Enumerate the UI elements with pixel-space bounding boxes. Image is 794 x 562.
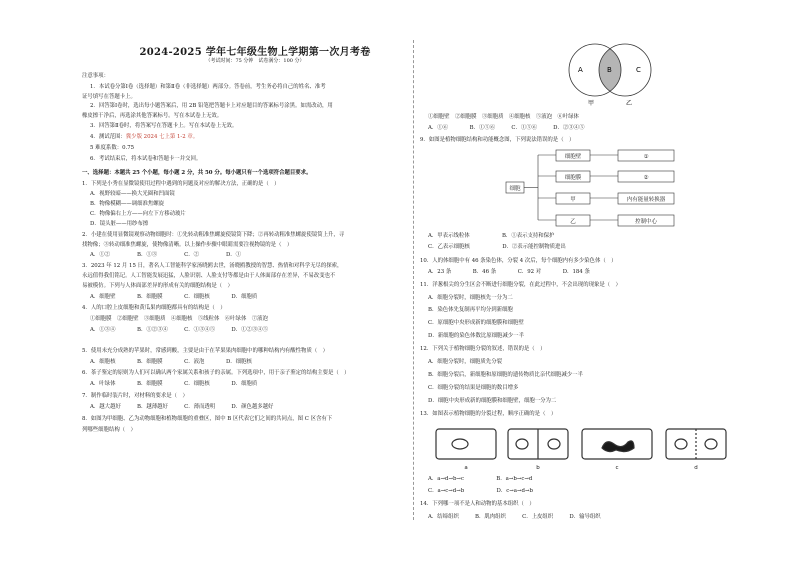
question-line: 10．人的体细胞中有 46 条染色体，分裂 4 次后，每个细胞内有多少染色体（ ） — [420, 258, 617, 264]
note-line: 6．考试结束后，将本试卷和答题卡一并交回。 — [90, 156, 202, 162]
option-line: C．物像偏右上方——向左下方移动玻片 — [90, 211, 186, 217]
section-heading: 一、选择题：本题共 25 个小题，每小题 2 分，共 50 分。每小题只有一个选项符合题目要求。 — [82, 170, 312, 176]
cell-c-nucleus — [602, 441, 634, 452]
question-line: 8．如图为甲细胞、乙为动物细胞和植物细胞的重叠区，图中 B 区代表它们之间的共同点，图 C 区含有下 — [82, 416, 333, 422]
concept-b4: 乙 — [570, 219, 576, 225]
cell-division-figure — [430, 424, 730, 472]
option-line: D．新细胞的染色体数比原细胞减少一半 — [428, 333, 524, 339]
page-subtitle: （考试时间：75 分钟 试卷满分：100 分） — [205, 58, 305, 64]
venn-diagram — [550, 42, 670, 108]
option-line: A．结缔组织 B．肌肉组织 C．上皮组织 D．输导组织 — [428, 514, 601, 520]
option-line: A．a→d→b→c B．a→b→c→d — [428, 476, 533, 482]
note-line — [90, 134, 198, 140]
option-line: A．细胞分裂时，细胞核先一分为二 — [428, 295, 513, 301]
concept-f3: 内有能量转换器 — [626, 197, 666, 203]
option-line: A．23 条 B．46 条 C．92 对 D．184 条 — [428, 269, 590, 275]
option-line: A．视野较暗——换大光圈和凹面镜 — [90, 191, 175, 197]
venn-label-b: B — [607, 66, 612, 74]
option-line: C．乙表示细胞核 D．②表示能控制物质进出 — [428, 244, 566, 250]
column-divider — [413, 40, 414, 520]
concept-f4: 控制中心 — [634, 219, 658, 225]
question-line: 7．制作临时装片时，对材料的要求是（ ） — [82, 393, 188, 399]
option-line: D．细胞中央形成新的细胞膜和细胞壁，细胞一分为二 — [428, 398, 557, 404]
concept-f1: ① — [643, 154, 649, 160]
cell-a — [436, 429, 496, 459]
question-line: 12．下列关于植物细胞分裂的叙述，错误的是（ ） — [420, 346, 546, 352]
page-title: 2024-2025 学年七年级生物上学期第一次月考卷 — [139, 47, 371, 58]
option-line: A．细胞分裂时，细胞质先分裂 — [428, 359, 502, 365]
question-line: 永远值得我们铭记。人工智能发展迅猛，人脸识别、人脸支付等都是由于人体面部存在差异，不易改变也不 — [82, 273, 336, 279]
question-line: 14．下列哪一项不是人和动物的基本组织（ ） — [420, 501, 535, 507]
note-line: 证号填写在答题卡上。 — [82, 94, 136, 100]
option-line: B．细胞分裂后，新细胞和原细胞的遗传物质比亲代细胞减少一半 — [428, 372, 583, 378]
cell-c — [582, 429, 652, 459]
option-line: A．①② B．①③ C．② D．① — [90, 252, 242, 258]
cell-label-c: c — [615, 465, 619, 471]
option-line: C．细胞分裂的结果是细胞的数目增多 — [428, 385, 519, 391]
venn-label-a: A — [578, 66, 583, 74]
option-line: ①细胞壁 ②细胞膜 ③细胞质 ④细胞核 ⑤液泡 ⑥叶绿体 — [428, 114, 579, 120]
option-line: A．越大越好 B．越薄越好 C．薄而透明 D．颜色越多越好 — [90, 404, 274, 410]
range-label: 4．测试范围： — [90, 134, 126, 140]
question-line: 易被模仿。下列与人体面部差异的形成有关的细胞结构是（ ） — [82, 283, 233, 289]
cell-label-b: b — [536, 465, 540, 471]
question-line: 5．使用未充分成熟的苹果时，常感到酸，主要是由于在苹果果肉细胞中的哪种结构内有酸性物质（ ） — [82, 348, 329, 354]
cell-label-d: d — [694, 465, 698, 471]
question-line: 3．2023 年 12 月 15 日，著名人工智能科学家汤晓鸥去世，汤晓鸥教授的智慧、热情和对科学无尽的探索， — [82, 263, 343, 269]
option-line: A．细胞壁 B．细胞膜 C．细胞核 D．细胞质 — [90, 294, 258, 300]
difficulty-line: 5 难度系数：0.75 — [90, 145, 135, 151]
question-line: 11．洋葱根尖的分生区会不断进行细胞分裂，在此过程中，不会出现的现象是（ ） — [420, 282, 621, 288]
cell-label-a: a — [464, 465, 468, 471]
concept-b1: 细胞壁 — [564, 154, 582, 160]
range-red: 冀少版 2024 七上第 1-2 章。 — [125, 134, 199, 140]
cell-d-nucleus-2 — [705, 439, 717, 449]
option-line: A．甲表示线粒体 B．①表示支持和保护 — [428, 233, 555, 239]
note-line: 3．回答第Ⅱ卷时，将答案写在答题卡上。写在本试卷上无效。 — [90, 123, 238, 129]
option-line: C．原细胞中央形成新的细胞膜和细胞壁 — [428, 320, 524, 326]
question-line: 13．如图表示植物细胞的分裂过程，顺序正确的是（ ） — [420, 411, 557, 417]
concept-f2: ② — [643, 175, 649, 181]
question-line: 4．人的口腔上皮细胞和黄瓜果肉细胞都具有的结构是（ ） — [82, 305, 226, 311]
notes-heading: 注意事项： — [82, 73, 109, 79]
venn-label-c: C — [636, 66, 641, 74]
question-line: 1．下列是小秀在显微镜使用过程中遇到的问题及对应的解决方法，正确的是（ ） — [82, 181, 280, 187]
venn-label-right: 乙 — [626, 100, 633, 107]
question-line: 找物像；③转动细准焦螺旋，使物像清晰。以上操作步骤中眼睛需要注视物镜的是（ ） — [82, 242, 293, 248]
question-line: 6．茶子鉴定的原则为人们可以确认两个家属关系和孩子的亲属。下列选项中，用于亲子鉴定的结构主要是（ ） — [82, 370, 350, 376]
option-line: A．细胞核 B．细胞膜 C．液泡 D．细胞核 — [90, 359, 252, 365]
concept-b3: 甲 — [570, 197, 576, 203]
note-line: 1．本试卷分第Ⅰ卷（选择题）和第Ⅱ卷（非选择题）两部分。答卷前，考生务必将自己的姓名、准考 — [90, 84, 326, 90]
concept-map — [500, 148, 740, 228]
option-line: ①细胞膜 ②细胞壁 ③细胞质 ④细胞核 ⑤线粒体 ⑥叶绿体 ⑦液泡 — [90, 316, 268, 322]
venn-label-left: 甲 — [588, 100, 595, 107]
question-line: 列哪些细胞结构（ ） — [82, 427, 136, 433]
option-line: D．镜头脏——用纱布擦 — [90, 221, 149, 227]
question-line: 9．如图是植物细胞结构和功能概念图，下列说法错误的是（ ） — [420, 137, 575, 143]
option-line: A．①⑥ B．①⑤⑥ C．①⑤⑥ D．②③④⑤ — [428, 125, 585, 131]
option-line: A．①③④ B．①②③④ C．①③④⑤ D．①②③④⑤ — [90, 327, 269, 333]
concept-root: 细胞 — [509, 186, 521, 192]
cell-b-nucleus-2 — [548, 439, 560, 449]
cell-d-nucleus-1 — [675, 439, 687, 449]
question-line: 2．小建在使用显微镜观察动物细胞时：①先转动粗准焦螺旋使镜筒下降；②再转动粗准焦螺旋使镜筒上升，寻 — [82, 232, 345, 238]
cell-a-nucleus — [452, 439, 468, 449]
option-line: A．叶绿体 B．细胞膜 C．细胞核 D．细胞质 — [90, 381, 258, 387]
note-line: 2．回答第Ⅰ卷时，选出每小题答案后，用 2B 铅笔把答题卡上对应题目的答案标号涂黑。如需改动，用 — [90, 103, 333, 109]
option-line: C．a→c→d→b D．c→a→d→b — [428, 488, 533, 494]
concept-b2: 细胞膜 — [564, 175, 582, 181]
option-line: B．物像模糊——调细准焦螺旋 — [90, 201, 165, 207]
note-line: 橡皮擦干净后，再选涂其他答案标号。写在本试卷上无效。 — [82, 113, 223, 119]
option-line: B．染色体先复制再平均分到新细胞 — [428, 307, 513, 313]
cell-b-nucleus-1 — [516, 439, 528, 449]
